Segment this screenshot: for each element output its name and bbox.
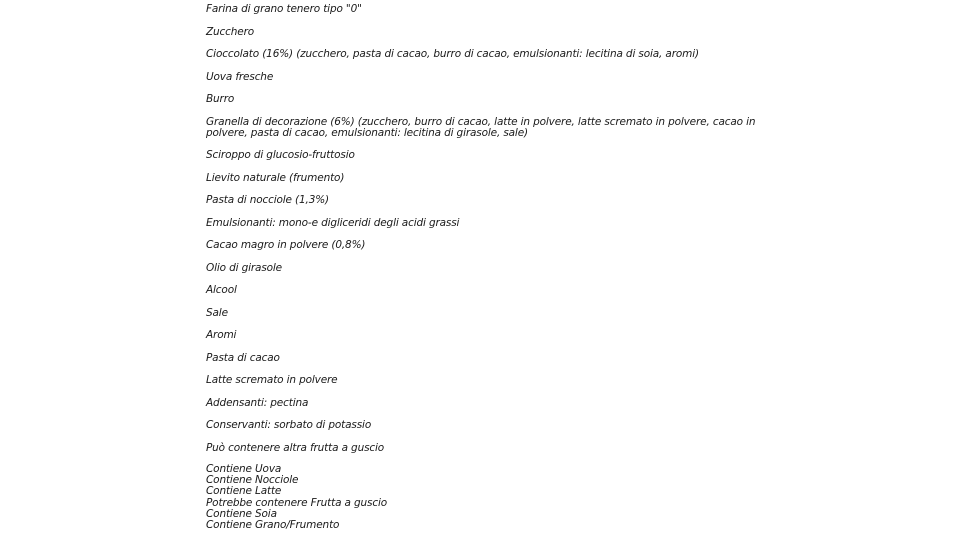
- allergen-item: Contiene Nocciole: [206, 474, 299, 487]
- ingredients-list: [206, 4, 766, 465]
- ingredient-item: Zucchero: [206, 25, 255, 38]
- ingredient-item: Olio di girasole: [206, 261, 282, 274]
- ingredient-item: Sciroppo di glucosio-fruttosio: [206, 149, 355, 162]
- ingredient-item: Sale: [206, 306, 228, 319]
- ingredient-item: Latte scremato in polvere: [206, 374, 338, 387]
- ingredient-item: Farina di grano tenero tipo "0": [206, 3, 362, 15]
- allergen-item: Contiene Latte: [206, 485, 282, 498]
- ingredient-item: Pasta di cacao: [206, 351, 280, 364]
- allergen-item: Contiene Soia: [206, 507, 277, 520]
- allergens-list: [206, 464, 766, 531]
- ingredient-item: Uova fresche: [206, 70, 274, 83]
- ingredient-item: Lievito naturale (frumento): [206, 171, 345, 184]
- allergen-item: Potrebbe contenere Frutta a guscio: [206, 496, 388, 509]
- ingredient-item: Emulsionanti: mono-e digliceridi degli acidi grassi: [206, 216, 460, 229]
- ingredient-item: Cacao magro in polvere (0,8%): [206, 239, 366, 252]
- ingredient-item: Cioccolato (16%) (zucchero, pasta di cacao, burro di cacao, emulsionanti: lecitina di soia, aromi): [206, 48, 699, 60]
- ingredient-item: Conservanti: sorbato di potassio: [206, 419, 372, 432]
- ingredient-item: Può contenere altra frutta a guscio: [206, 441, 385, 454]
- ingredient-item: Addensanti: pectina: [206, 396, 309, 409]
- allergen-item: Contiene Uova: [206, 463, 282, 475]
- allergen-item: Contiene Grano/Frumento: [206, 519, 340, 532]
- ingredient-item: Aromi: [206, 329, 237, 342]
- ingredient-item: Granella di decorazione (6%) (zucchero, burro di cacao, latte in polvere, latte scremato in polvere, cacao in polvere, pasta di cacao, emulsionanti: lecitina di girasole, sale): [206, 115, 756, 139]
- ingredient-item: Alcool: [206, 284, 237, 297]
- ingredient-item: Pasta di nocciole (1,3%): [206, 194, 329, 207]
- ingredient-item: Burro: [206, 93, 235, 105]
